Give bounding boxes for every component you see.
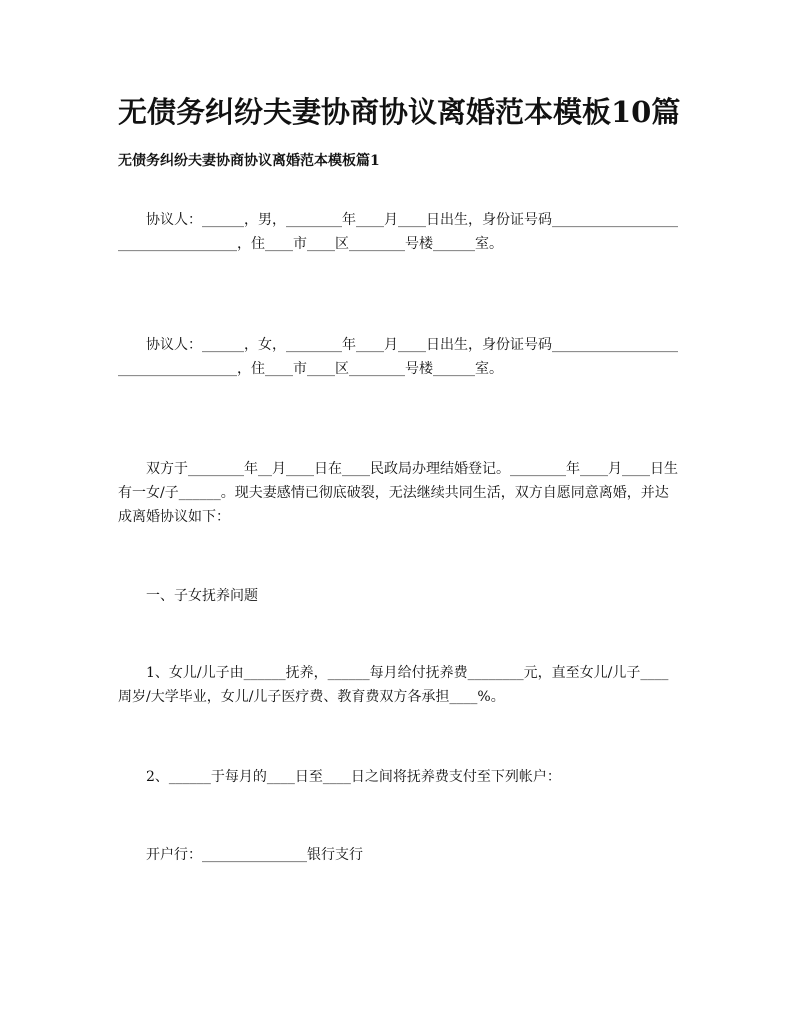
paragraph-child-support: 1、女儿/儿子由______抚养，______每月给付抚养费________元，直至女儿/儿子____周岁/大学毕业，女儿/儿子医疗费、教育费双方各承担____%。 bbox=[118, 665, 669, 705]
section-heading: 无债务纠纷夫妻协商协议离婚范本模板篇1 bbox=[118, 153, 380, 169]
paragraph-party-female: 协议人：______，女，________年____月____日出生，身份证号码___________________________________，住____市____区________号楼______室。 bbox=[118, 337, 678, 377]
paragraph-marriage-info: 双方于________年__月____日在____民政局办理结婚登记。________年____月____日生有一女/子______。现夫妻感情已彻底破裂，无法继续共同生活，双方自愿同意离婚，并达成离婚协议如下： bbox=[118, 461, 678, 525]
paragraph-child-heading: 一、子女抚养问题 bbox=[118, 588, 258, 604]
paragraph-bank: 开户行：_______________银行支行 bbox=[118, 847, 363, 863]
paragraph-party-male: 协议人：______，男，________年____月____日出生，身份证号码___________________________________，住____市____区________号楼______室。 bbox=[118, 212, 678, 252]
paragraph-payment-schedule: 2、______于每月的____日至____日之间将抚养费支付至下列帐户： bbox=[118, 769, 561, 785]
document-title: 无债务纠纷夫妻协商协议离婚范本模板10篇 bbox=[118, 95, 681, 129]
